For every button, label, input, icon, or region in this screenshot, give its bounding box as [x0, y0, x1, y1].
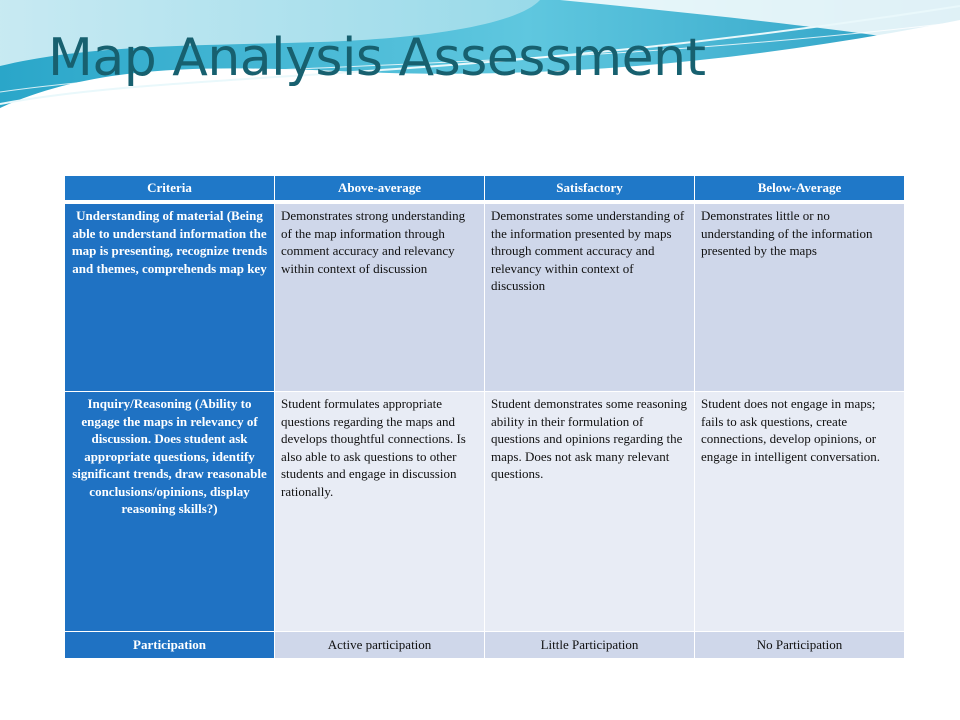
above-average-cell: Student formulates appropriate questions regarding the maps and develops thoughtful connections. Is also able to ask questions to other students and engage in discussion rationally.: [275, 392, 485, 632]
header-satisfactory: Satisfactory: [485, 176, 695, 201]
table-row: [65, 632, 905, 659]
header-above-average: Above-average: [275, 176, 485, 201]
criteria-cell: Understanding of material (Being able to understand information the map is presenting, recognize trends and themes, comprehends map key: [65, 204, 275, 392]
assessment-rubric-table: [64, 175, 905, 659]
below-average-cell: Demonstrates little or no understanding of the information presented by the maps: [695, 204, 905, 392]
satisfactory-cell: Student demonstrates some reasoning ability in their formulation of questions and opinions regarding the maps. Does not ask many relevant questions.: [485, 392, 695, 632]
header-row: [65, 176, 905, 201]
table-row: [65, 204, 905, 392]
below-average-cell: No Participation: [695, 632, 905, 659]
criteria-cell: Inquiry/Reasoning (Ability to engage the maps in relevancy of discussion. Does student ask appropriate questions, identify significant trends, draw reasonable conclusions/opinions, display reasoning skills?): [65, 392, 275, 632]
satisfactory-cell: Demonstrates some understanding of the information presented by maps through comment accuracy and relevancy within context of discussion: [485, 204, 695, 392]
above-average-cell: Active participation: [275, 632, 485, 659]
header-below-average: Below-Average: [695, 176, 905, 201]
below-average-cell: Student does not engage in maps; fails to ask questions, create connections, develop opinions, or engage in intelligent conversation.: [695, 392, 905, 632]
slide-title: Map Analysis Assessment: [48, 28, 706, 88]
above-average-cell: Demonstrates strong understanding of the map information through comment accuracy and relevancy within context of discussion: [275, 204, 485, 392]
criteria-cell: Participation: [65, 632, 275, 659]
table-row: [65, 392, 905, 632]
satisfactory-cell: Little Participation: [485, 632, 695, 659]
header-criteria: Criteria: [65, 176, 275, 201]
